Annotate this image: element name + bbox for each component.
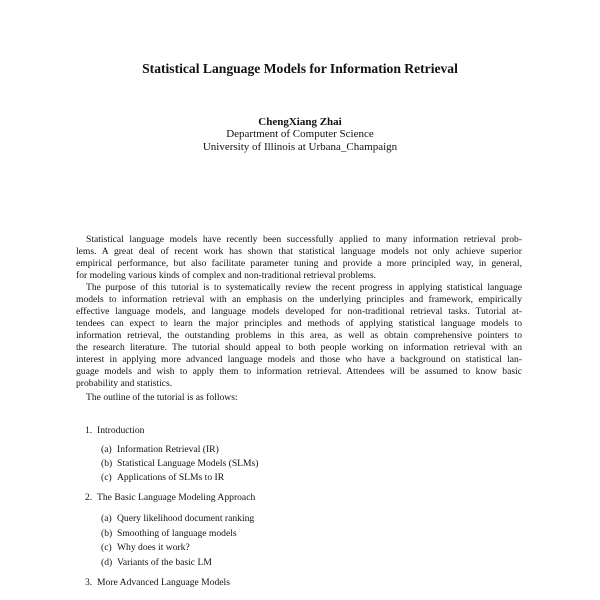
outline-number: (b) [101, 528, 113, 539]
outline-intro: The outline of the tutorial is as follows: [86, 392, 238, 403]
outline-subsection [101, 444, 219, 456]
outline-label: Information Retrieval (IR) [117, 444, 219, 455]
outline-section [85, 577, 230, 589]
outline-number: 1. [85, 425, 93, 436]
abstract-line: for modeling various kinds of complex and non-traditional retrieval problems. [76, 270, 376, 281]
abstract-line: information retrieval, the outstanding problems in this area, as well as obtain comprehensive pointers to [76, 330, 522, 341]
outline-section [85, 425, 144, 437]
abstract-line: effective language models, and language models developed for non-traditional retrieval tasks. Tutorial at- [76, 306, 522, 317]
outline-number: 3. [85, 577, 93, 588]
paper-title: Statistical Language Models for Information Retrieval [142, 61, 458, 76]
outline-number: (d) [101, 557, 113, 568]
outline-section [85, 492, 255, 504]
abstract-line: lems. A great deal of recent work has shown that statistical language models not only achieve superior [76, 246, 522, 257]
author-university: University of Illinois at Urbana_Champaign [202, 141, 398, 153]
outline-number: (b) [101, 458, 113, 469]
author-department: Department of Computer Science [226, 128, 374, 140]
outline-subsection [101, 528, 237, 540]
outline-number: (c) [101, 542, 112, 553]
outline-label: Introduction [97, 425, 145, 436]
outline-subsection [101, 513, 254, 525]
outline-number: 2. [85, 492, 93, 503]
abstract-line: probability and statistics. [76, 378, 173, 389]
outline-label: Applications of SLMs to IR [117, 472, 225, 483]
outline-label: Variants of the basic LM [117, 557, 212, 568]
outline-label: Query likelihood document ranking [117, 513, 255, 524]
outline-label: Why does it work? [117, 542, 190, 553]
outline-subsection [101, 542, 190, 554]
abstract-line: The purpose of this tutorial is to systematically review the recent progress in applying statistical language [86, 282, 522, 293]
abstract-line: guage models and wish to apply them to information retrieval. Attendees will be assumed to know basic [76, 366, 522, 377]
outline-subsection [101, 458, 259, 470]
outline-label: Smoothing of language models [117, 528, 237, 539]
outline-subsection [101, 557, 212, 569]
abstract-line: the research literature. The tutorial should appeal to both people working on information retrieval with an [76, 342, 522, 353]
outline-number: (a) [101, 444, 112, 455]
outline-label: The Basic Language Modeling Approach [97, 492, 256, 503]
outline-number: (a) [101, 513, 112, 524]
outline-subsection [101, 472, 224, 484]
abstract-line: models to information retrieval with an emphasis on the underlying principles and framework, empirically [76, 294, 522, 305]
abstract-line: tendees can expect to learn the major principles and methods of applying statistical language models to [76, 318, 522, 329]
author-name: ChengXiang Zhai [258, 116, 342, 128]
outline-label: Statistical Language Models (SLMs) [117, 458, 259, 469]
abstract-line: interest in applying more advanced language models and those who have a background on statistical lan- [76, 354, 522, 365]
abstract-line: Statistical language models have recently been successfully applied to many information retrieval prob- [86, 234, 522, 245]
outline-label: More Advanced Language Models [97, 577, 230, 588]
abstract-line: empirical performance, but also facilitate parameter tuning and provide a more principled way, in general, [76, 258, 522, 269]
outline-number: (c) [101, 472, 112, 483]
